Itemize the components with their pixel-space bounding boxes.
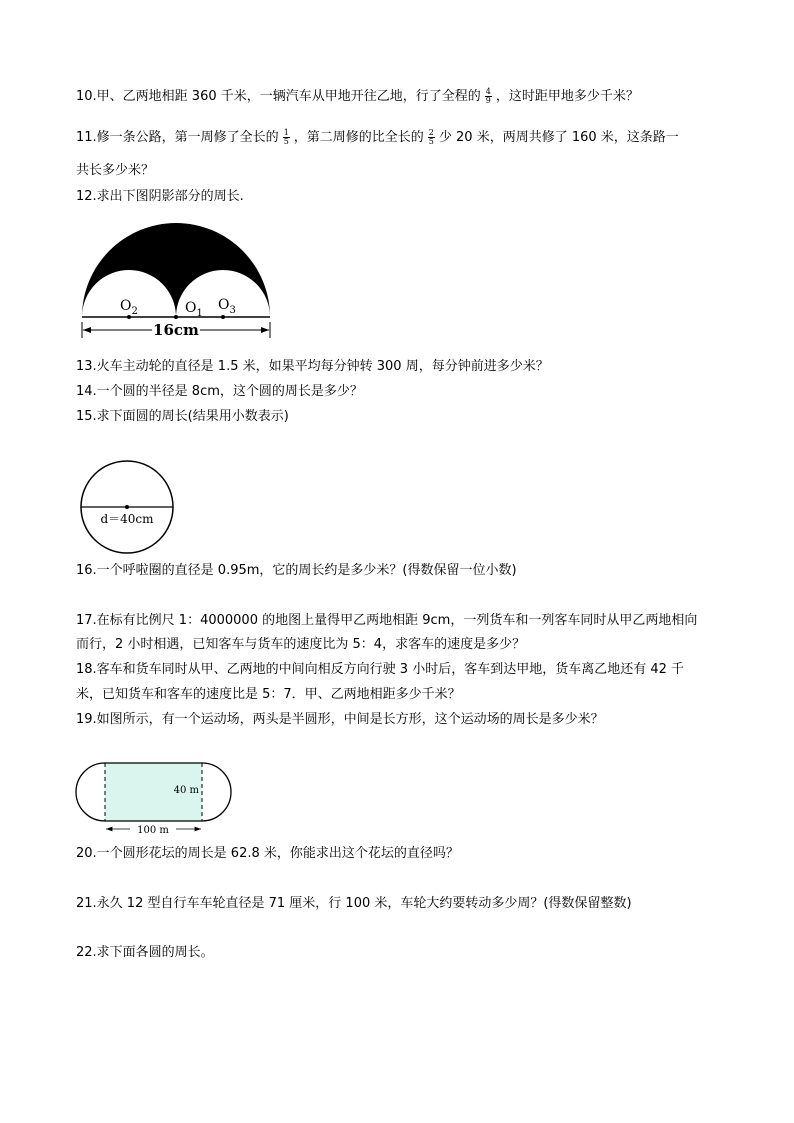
question-19: 19.如图所示，有一个运动场，两头是半圆形，中间是长方形，这个运动场的周长是多少米？: [76, 712, 604, 727]
question-17-continued: 而行，2 小时相遇，已知客车与货车的速度比为 5：4，求客车的速度是多少？: [76, 637, 526, 652]
question-11-continued: 共长多少米？: [76, 163, 155, 178]
fraction-numerator: 2: [428, 128, 434, 137]
question-15: 15.求下面圆的周长(结果用小数表示): [76, 409, 289, 424]
figure-15-circle: [76, 460, 180, 556]
question-20: 20.一个圆形花坛的周长是 62.8 米，你能求出这个花坛的直径吗？: [76, 846, 459, 861]
question-text: 11.修一条公路，第一周修了全长的: [76, 130, 279, 145]
label-o3: $O_3$: [218, 297, 236, 316]
question-10: [76, 88, 639, 106]
height-label: 40 m: [173, 785, 199, 796]
center-point-o3: [221, 315, 225, 319]
width-label: 100 m: [137, 825, 169, 836]
label-o2: $O_2$: [120, 298, 138, 317]
fraction: [428, 129, 435, 146]
fraction-denominator: 9: [485, 96, 491, 105]
center-point-o1: [174, 315, 178, 319]
fraction-denominator: 5: [283, 137, 289, 146]
question-16: 16.一个呼啦圈的直径是 0.95m，它的周长约是多少米？(得数保留一位小数): [76, 563, 517, 578]
figure-12-shaded-semicircles: [76, 214, 282, 344]
question-13: 13.火车主动轮的直径是 1.5 米，如果平均每分钟转 300 周，每分钟前进多少米？: [76, 359, 549, 374]
dimension-label: 16cm: [153, 321, 199, 339]
question-text: ，这时距甲地多少千米？: [495, 89, 639, 104]
question-text: 少 20 米，两周共修了 160 米，这条路一: [438, 130, 679, 145]
fraction-denominator: 5: [428, 137, 434, 146]
diameter-label: d＝40cm: [100, 512, 154, 526]
question-18-continued: 米，已知货车和客车的速度比是 5：7．甲、乙两地相距多少千米？: [76, 687, 461, 702]
question-14: 14.一个圆的半径是 8cm，这个圆的周长是多少？: [76, 384, 363, 399]
fraction: [283, 129, 290, 146]
question-text: 10.甲、乙两地相距 360 千米，一辆汽车从甲地开往乙地，行了全程的: [76, 89, 481, 104]
question-21: 21.永久 12 型自行车车轮直径是 71 厘米，行 100 米，车轮大约要转动多少周？(得数保留整数): [76, 896, 632, 911]
question-11: [76, 129, 679, 147]
label-o1: $O_1$: [185, 300, 203, 319]
fraction-numerator: 1: [283, 128, 289, 137]
shaded-region: [82, 223, 270, 317]
fraction: [485, 88, 492, 105]
question-17: 17.在标有比例尺 1：4000000 的地图上量得甲乙两地相距 9cm，一列货车和一列客车同时从甲乙两地相向: [76, 613, 698, 628]
fraction-numerator: 4: [485, 87, 491, 96]
question-text: ，第二周修的比全长的: [293, 130, 424, 145]
center-point-o2: [127, 315, 131, 319]
question-22: 22.求下面各圆的周长。: [76, 945, 214, 960]
figure-19-track: [78, 762, 230, 840]
question-12: 12.求出下图阴影部分的周长.: [76, 189, 244, 204]
circle-center-point: [125, 505, 129, 509]
question-18: 18.客车和货车同时从甲、乙两地的中间向相反方向行驶 3 小时后，客车到达甲地，货车离乙地还有 42 千: [76, 662, 685, 677]
